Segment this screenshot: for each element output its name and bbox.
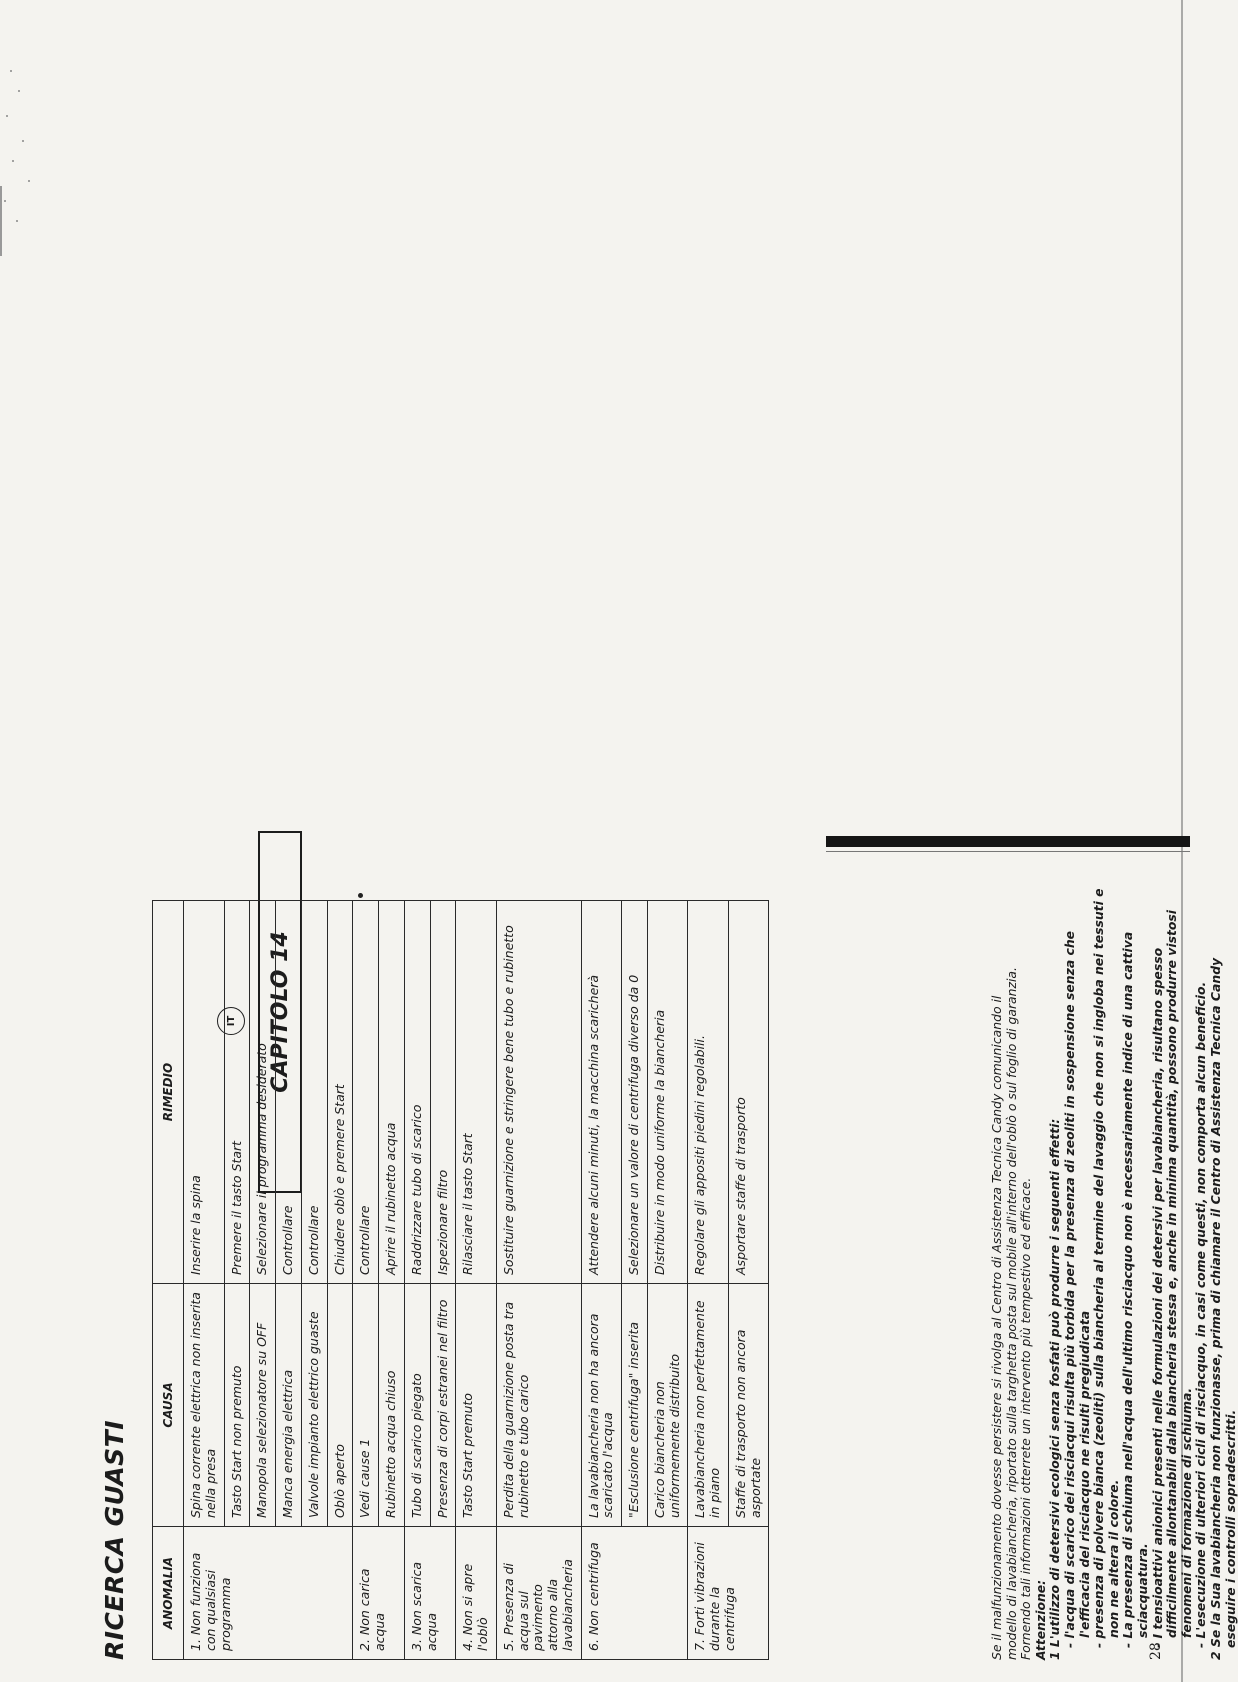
cell-anomalia: 7. Forti vibrazioni durante la centrifuga <box>688 1527 769 1660</box>
cell-causa: Tasto Start non premuto <box>224 1284 250 1527</box>
note-point-1: 1 L'utilizzo di detersivi ecologici senza fosfati può produrre i seguenti effetti: <box>1047 1118 1063 1660</box>
table-row <box>456 901 497 1660</box>
table-row <box>688 901 729 1660</box>
table-row <box>404 901 430 1660</box>
troubleshooting-table <box>152 900 769 1660</box>
page-title: RICERCA GUASTI <box>100 1419 129 1660</box>
note-bullet: - presenza di polvere bianca (zeoliti) sulla biancheria al termine del lavaggio che non si ingloba nei tessuti e <box>1091 888 1107 1648</box>
cell-anomalia: 1. Non funziona con qualsiasi programma <box>184 1527 353 1660</box>
cell-anomalia: 5. Presenza di acqua sul pavimento attorno alla lavabiancheria <box>496 1527 581 1660</box>
note-bullet: - I tensioattivi anionici presenti nelle formulazioni dei detersivi per lavabiancheria, risultano spesso <box>1149 947 1165 1648</box>
cell-rimedio: Ispezionare filtro <box>430 901 456 1284</box>
cell-causa: Manopola selezionatore su OFF <box>250 1284 276 1527</box>
cell-rimedio: Inserire la spina <box>184 901 225 1284</box>
cell-causa: Oblò aperto <box>327 1284 353 1527</box>
note-bullet: - l'acqua di scarico dei risciacqui risulta più torbida per la presenza di zeoliti in sospensione senza che <box>1061 930 1077 1648</box>
scan-specks <box>0 60 40 250</box>
note-intro-line: Se il malfunzionamento dovesse persistere si rivolga al Centro di Assistenza Tecnica Candy comunicando il <box>989 995 1004 1660</box>
cell-rimedio: Attendere alcuni minuti, la macchina scaricherà <box>581 901 622 1284</box>
note-point-2: 2 Se la Sua lavabiancheria non funzionasse, prima di chiamare il Centro di Assistenza Tecnica Candy <box>1207 957 1223 1660</box>
table-header-row <box>153 901 184 1660</box>
header-causa: CAUSA <box>153 1284 184 1527</box>
note-intro-line: Fornendo tali informazioni otterrete un intervento più tempestivo ed efficace. <box>1018 1177 1034 1660</box>
cell-rimedio: Controllare <box>353 901 379 1284</box>
cell-causa: La lavabiancheria non ha ancora scaricato l'acqua <box>581 1284 622 1527</box>
cell-causa: Carico biancheria non uniformemente distribuito <box>647 1284 688 1527</box>
cell-causa: Manca energia elettrica <box>276 1284 302 1527</box>
cell-rimedio: Asportare staffe di trasporto <box>728 901 769 1284</box>
cell-rimedio: Selezionare il programma desiderato <box>250 901 276 1284</box>
cell-causa: Perdita della guarnizione posta tra rubinetto e tubo carico <box>496 1284 581 1527</box>
cell-anomalia: 2. Non carica acqua <box>353 1527 405 1660</box>
cell-causa: Tasto Start premuto <box>456 1284 497 1527</box>
chapter-heading: CAPITOLO 14 <box>258 831 302 1193</box>
cell-rimedio: Chiudere oblò e premere Start <box>327 901 353 1284</box>
note-attention: Attenzione: <box>1032 1579 1048 1660</box>
table-body <box>184 901 769 1660</box>
cell-rimedio: Aprire il rubinetto acqua <box>379 901 405 1284</box>
cell-anomalia: 6. Non centrifuga <box>581 1527 688 1660</box>
note-bullet: l'efficacia del risciacquo ne risulti pregiudicata <box>1076 1310 1092 1638</box>
note-bullet: sciacquatura. <box>1134 1543 1150 1638</box>
cell-rimedio: Raddrizzare tubo di scarico <box>404 901 430 1284</box>
language-badge: IT <box>217 1007 245 1035</box>
table-row <box>353 901 379 1660</box>
table-row <box>581 901 622 1660</box>
cell-rimedio: Controllare <box>276 901 302 1284</box>
page-number: 28 <box>1148 1642 1164 1660</box>
table-row <box>496 901 581 1660</box>
cell-rimedio: Distribuire in modo uniforme la biancheria <box>647 901 688 1284</box>
cell-anomalia: 3. Non scarica acqua <box>404 1527 456 1660</box>
note-bullet: - La presenza di schiuma nell'acqua dell'ultimo risciacquo non è necessariamente indice di una cattiva <box>1120 931 1136 1648</box>
cell-rimedio: Sostituire guarnizione e stringere bene tubo e rubinetto <box>496 901 581 1284</box>
cell-rimedio: Regolare gli appositi piedini regolabili. <box>688 901 729 1284</box>
cell-rimedio: Premere il tasto Start <box>224 901 250 1284</box>
cell-causa: "Esclusione centrifuga" inserita <box>622 1284 648 1527</box>
header-anomalia: ANOMALIA <box>153 1527 184 1660</box>
note-bullet: non ne altera il colore. <box>1105 1479 1121 1638</box>
note-bullet: - L'esecuzione di ulteriori cicli di risciacquo, in casi come questi, non comporta alcun beneficio. <box>1193 981 1209 1648</box>
note-point-2-cont: eseguire i controlli sopradescritti. <box>1222 1409 1238 1648</box>
cell-causa: Vedi cause 1 <box>353 1284 379 1527</box>
note-intro-line: modello di lavabiancheria, riportato sulla targhetta posta sul mobile all'interno dell'oblò o sul foglio di garanzia. <box>1003 967 1019 1660</box>
cell-causa: Tubo di scarico piegato <box>404 1284 430 1527</box>
cell-anomalia: 4. Non si apre l'oblò <box>456 1527 497 1660</box>
cell-causa: Staffe di trasporto non ancora asportate <box>728 1284 769 1527</box>
cell-causa: Spina corrente elettrica non inserita nella presa <box>184 1284 225 1527</box>
cell-rimedio: Controllare <box>301 901 327 1284</box>
cell-rimedio: Selezionare un valore di centrifuga diverso da 0 <box>622 901 648 1284</box>
ink-dot <box>358 893 363 898</box>
note-bullet: fenomeni di formazione di schiuma. <box>1178 1387 1194 1638</box>
rotated-page-content <box>100 100 1238 1660</box>
table-row <box>184 901 225 1660</box>
cell-causa: Rubinetto acqua chiuso <box>379 1284 405 1527</box>
cell-rimedio: Rilasciare il tasto Start <box>456 901 497 1284</box>
notes-section <box>990 140 1238 1660</box>
cell-causa: Lavabiancheria non perfettamente in piano <box>688 1284 729 1527</box>
cell-causa: Presenza di corpi estranei nel filtro <box>430 1284 456 1527</box>
cell-causa: Valvole impianto elettrico guaste <box>301 1284 327 1527</box>
note-bullet: difficilmente allontanabili dalla biancheria stessa e, anche in minima quantità, possono produrre vistosi <box>1164 909 1180 1638</box>
header-rimedio: RIMEDIO <box>153 901 184 1284</box>
